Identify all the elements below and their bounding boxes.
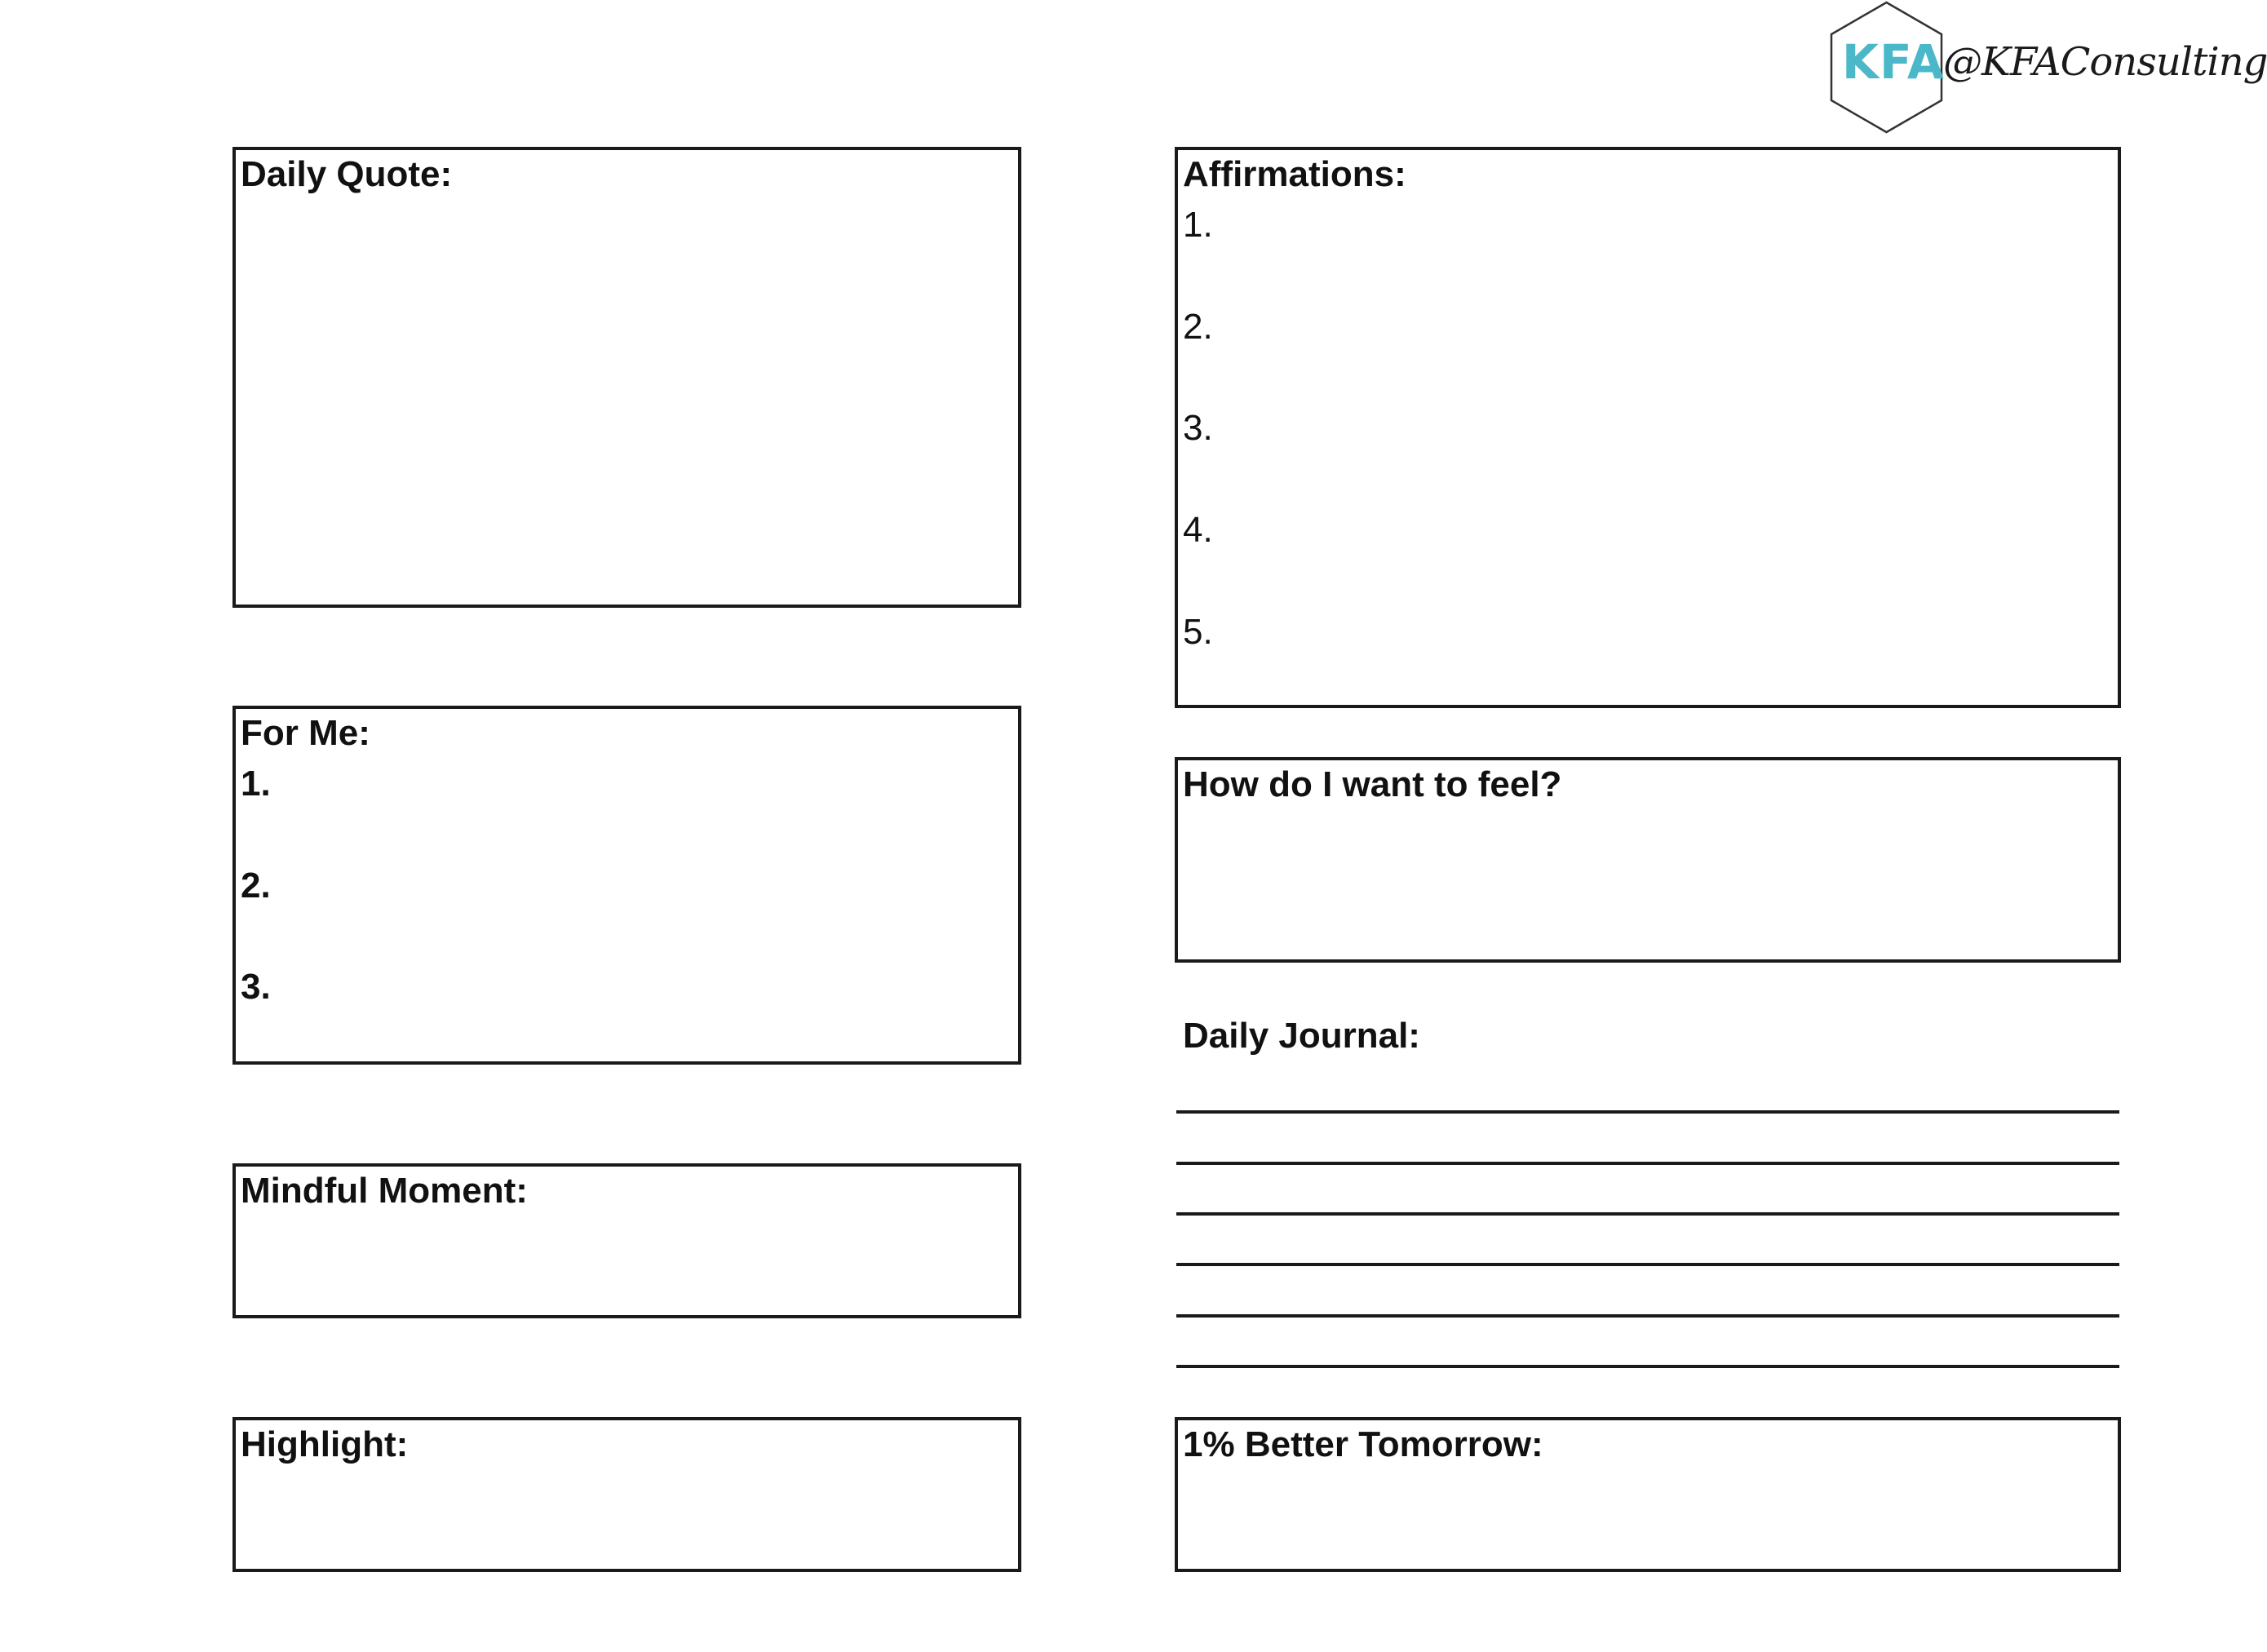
journal-line[interactable] [1176,1263,2119,1266]
journal-line[interactable] [1176,1365,2119,1368]
daily-quote-box[interactable] [232,147,1021,608]
for-me-number-1: 1. [241,764,271,804]
for-me-number-2: 2. [241,866,271,906]
for-me-box[interactable] [232,706,1021,1065]
how-feel-title: How do I want to feel? [1183,764,1562,804]
kfa-logo [1827,0,2267,135]
for-me-number-3: 3. [241,967,271,1007]
mindful-moment-box[interactable] [232,1163,1021,1318]
better-tomorrow-title: 1% Better Tomorrow: [1183,1424,1543,1464]
mindful-moment-title: Mindful Moment: [241,1171,528,1211]
affirmations-title: Affirmations: [1183,154,1406,194]
journal-line[interactable] [1176,1162,2119,1165]
for-me-title: For Me: [241,713,370,753]
affirmations-box[interactable] [1175,147,2121,708]
highlight-title: Highlight: [241,1424,409,1464]
logo-handle: @KFAConsulting [1943,39,2267,85]
daily-journal-title: Daily Journal: [1183,1016,1420,1056]
logo-initials: KFA [1842,34,1945,90]
how-feel-box[interactable] [1175,757,2121,963]
daily-quote-title: Daily Quote: [241,154,453,194]
journal-line[interactable] [1176,1212,2119,1216]
affirmation-number-4: 4. [1183,510,1213,550]
journal-line[interactable] [1176,1110,2119,1114]
affirmation-number-5: 5. [1183,612,1213,652]
journal-line[interactable] [1176,1314,2119,1318]
affirmation-number-3: 3. [1183,408,1213,448]
affirmation-number-2: 2. [1183,307,1213,347]
affirmation-number-1: 1. [1183,205,1213,245]
better-tomorrow-box[interactable] [1175,1417,2121,1572]
highlight-box[interactable] [232,1417,1021,1572]
